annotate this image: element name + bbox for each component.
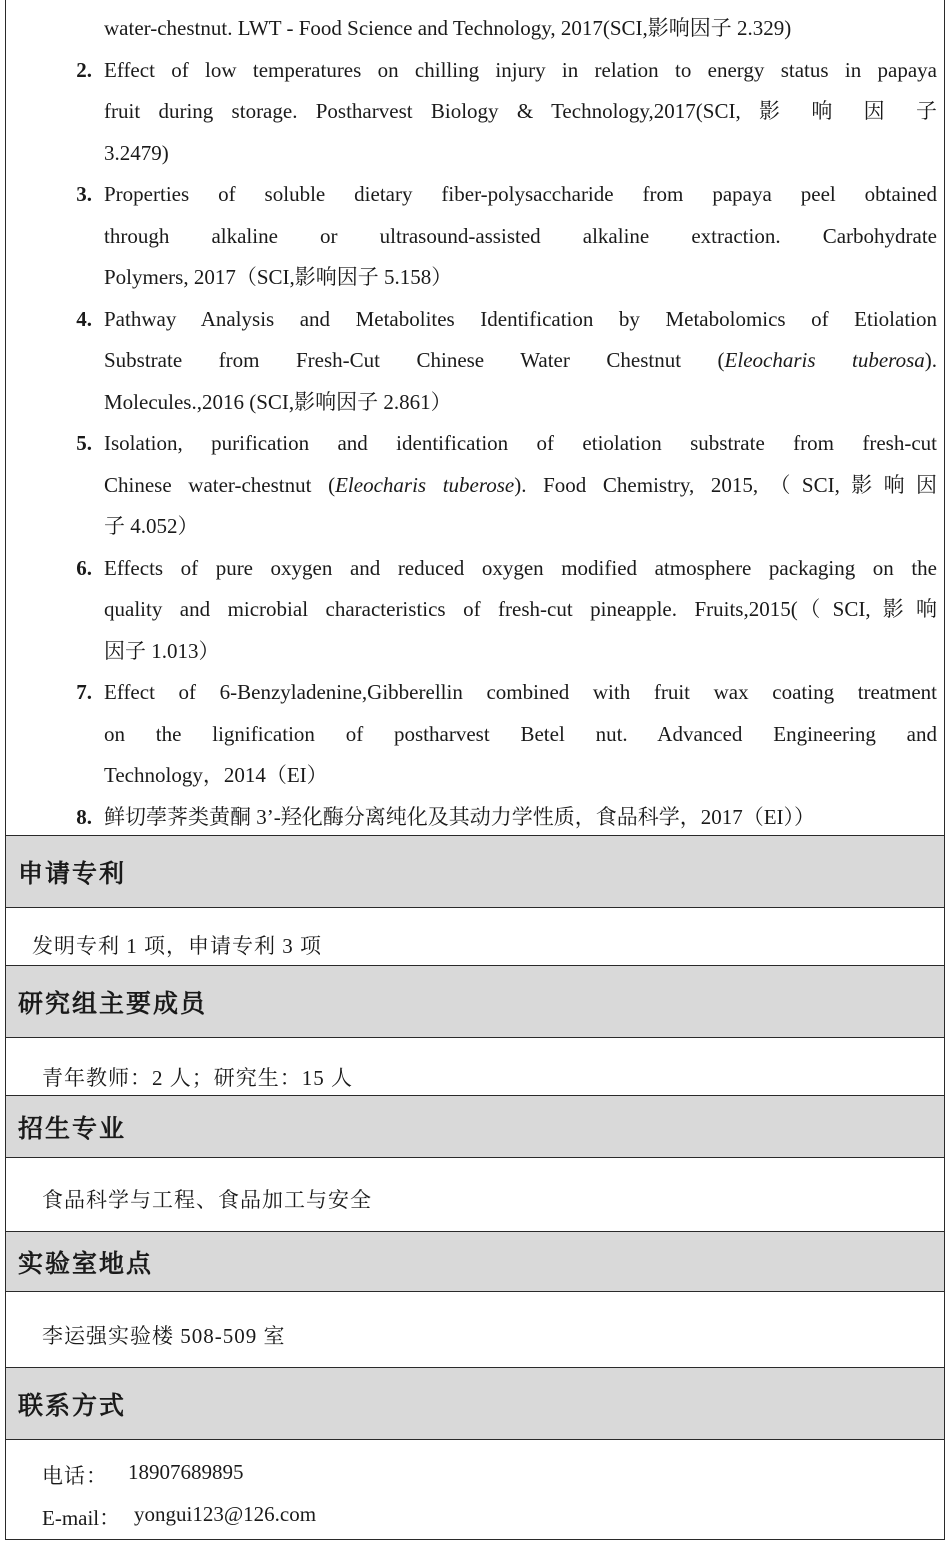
publication-text: through alkaline or ultrasound-assisted alkaline extraction. Carbohydrate bbox=[104, 224, 937, 248]
majors-text: 食品科学与工程、食品加工与安全 bbox=[42, 1188, 372, 1212]
publication-number: 8. bbox=[76, 805, 92, 829]
publication-line bbox=[6, 506, 944, 547]
members-text: 青年教师：2 人；研究生：15 人 bbox=[42, 1066, 353, 1090]
publication-number: 6. bbox=[76, 556, 92, 580]
email-label: E-mail： bbox=[42, 1506, 121, 1530]
section-body-location bbox=[6, 1292, 944, 1368]
publication-text bbox=[104, 465, 937, 506]
email-address[interactable]: yongui123@126.com bbox=[134, 1502, 317, 1526]
section-title: 联系方式 bbox=[18, 1390, 127, 1420]
publication-line bbox=[6, 133, 944, 174]
publication-line bbox=[6, 465, 944, 506]
publication-line bbox=[6, 631, 944, 672]
publication-line bbox=[6, 174, 944, 215]
publication-text: Properties of soluble dietary fiber-polysaccharide from papaya peel obtained bbox=[104, 182, 937, 206]
publication-text: quality and microbial characteristics of fresh-cut pineapple. Fruits,2015(（SCI,影响 bbox=[104, 597, 937, 621]
publication-text: 鲜切荸荠类黄酮 3’-羟化酶分离纯化及其动力学性质，食品科学，2017（EI）） bbox=[104, 805, 816, 829]
publication-number: 7. bbox=[76, 680, 92, 704]
publication-text: Effects of pure oxygen and reduced oxygen modified atmosphere packaging on the bbox=[104, 556, 937, 580]
publication-text: Effect of low temperatures on chilling injury in relation to energy status in papaya bbox=[104, 58, 937, 82]
publication-number: 2. bbox=[76, 58, 92, 82]
publication-line bbox=[6, 50, 944, 91]
publication-text: Pathway Analysis and Metabolites Identification by Metabolomics of Etiolation bbox=[104, 307, 937, 331]
species-name-italic: Eleocharis tuberosa bbox=[724, 348, 925, 372]
publication-text bbox=[104, 340, 937, 381]
section-header-majors bbox=[6, 1096, 944, 1158]
publication-text: water-chestnut. LWT - Food Science and Technology, 2017(SCI,影响因子 2.329) bbox=[104, 16, 792, 40]
section-body-contact bbox=[6, 1440, 944, 1540]
publication-text: 因子 1.013） bbox=[104, 639, 220, 663]
publication-text-part: Substrate from Fresh-Cut Chinese Water Chestnut ( bbox=[104, 348, 725, 372]
publication-text: Polymers, 2017（SCI,影响因子 5.158） bbox=[104, 265, 453, 289]
section-title: 招生专业 bbox=[18, 1113, 127, 1143]
section-body-patents bbox=[6, 908, 944, 966]
publication-text: Molecules.,2016 (SCI,影响因子 2.861） bbox=[104, 390, 452, 414]
phone-label: 电话： bbox=[42, 1464, 108, 1488]
publication-line bbox=[6, 216, 944, 257]
publication-text: Technology，2014（EI） bbox=[104, 763, 328, 787]
species-name-italic: Eleocharis tuberose bbox=[335, 473, 515, 497]
publication-text: Isolation, purification and identification of etiolation substrate from fresh-cut bbox=[104, 431, 937, 455]
publication-text: 3.2479) bbox=[104, 141, 169, 165]
section-header-patents bbox=[6, 836, 944, 908]
publication-line bbox=[6, 755, 944, 796]
section-header-location bbox=[6, 1232, 944, 1292]
section-title: 研究组主要成员 bbox=[18, 988, 208, 1018]
publication-number: 5. bbox=[76, 431, 92, 455]
publication-line bbox=[6, 340, 944, 381]
section-body-majors bbox=[6, 1158, 944, 1232]
section-header-members bbox=[6, 966, 944, 1038]
publication-line bbox=[6, 548, 944, 589]
publication-line bbox=[6, 382, 944, 423]
publication-line bbox=[6, 8, 944, 49]
publication-text-part: Chinese water-chestnut ( bbox=[104, 473, 336, 497]
publication-number: 4. bbox=[76, 307, 92, 331]
publication-line bbox=[6, 423, 944, 464]
publication-text: 子 4.052） bbox=[104, 514, 199, 538]
publication-text-part: ). bbox=[924, 348, 937, 372]
publication-list bbox=[6, 0, 944, 836]
phone-number: 18907689895 bbox=[128, 1460, 244, 1484]
publication-line bbox=[6, 589, 944, 630]
publication-line bbox=[6, 797, 944, 838]
patents-text: 发明专利 1 项，申请专利 3 项 bbox=[32, 934, 322, 958]
section-header-contact bbox=[6, 1368, 944, 1440]
publication-number: 3. bbox=[76, 182, 92, 206]
location-text: 李运强实验楼 508-509 室 bbox=[42, 1324, 286, 1348]
publication-line bbox=[6, 672, 944, 713]
publication-text-part: ). Food Chemistry, 2015,（SCI,影响因 bbox=[514, 473, 937, 497]
publication-line bbox=[6, 714, 944, 755]
section-title: 实验室地点 bbox=[18, 1248, 154, 1278]
section-body-members bbox=[6, 1038, 944, 1096]
publication-text: on the lignification of postharvest Betel nut. Advanced Engineering and bbox=[104, 722, 937, 746]
publication-text: fruit during storage. Postharvest Biology & Technology,2017(SCI, 影 响 因 子 bbox=[104, 99, 937, 123]
publication-text: Effect of 6-Benzyladenine,Gibberellin combined with fruit wax coating treatment bbox=[104, 680, 937, 704]
publication-line bbox=[6, 257, 944, 298]
section-title: 申请专利 bbox=[18, 858, 127, 888]
publication-line bbox=[6, 91, 944, 132]
publication-line bbox=[6, 299, 944, 340]
